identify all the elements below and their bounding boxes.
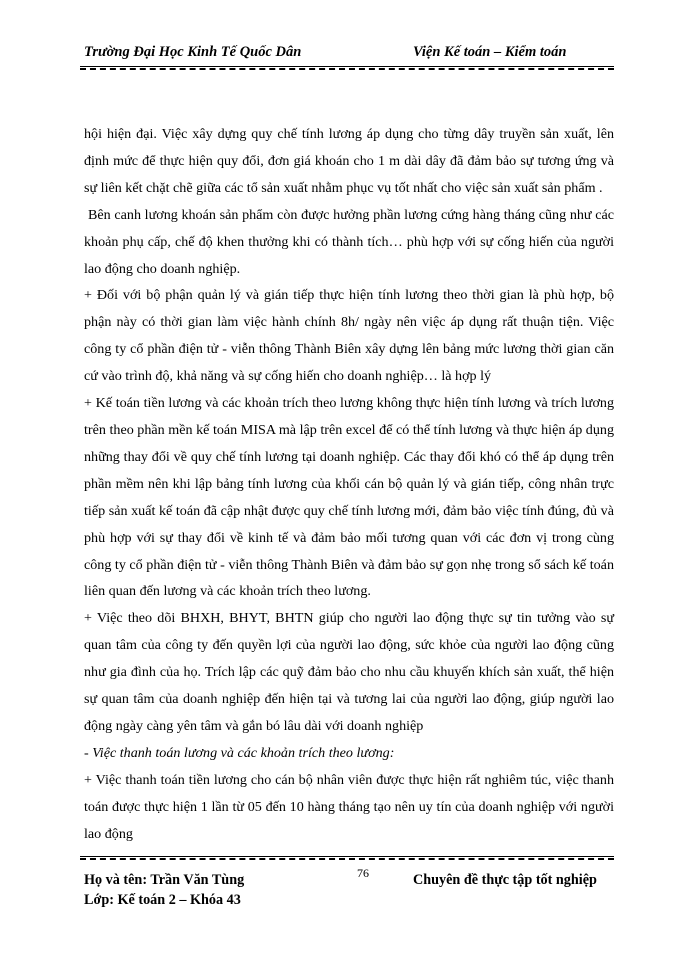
paragraph-piece-wage: Bên canh lương khoán sản phẩm còn được hưởng phần lương cứng hàng tháng cũng như các khoản phụ cấp, chế độ khen thưởng khi có thành tích… phù hợp với sự cống hiến của người lao động cho doanh nghiệp. [84,206,614,277]
footer-student-name: Họ và tên: Trần Văn Tùng [84,872,245,888]
page-number: 76 [357,866,369,880]
paragraph-time-wage: + Đối với bộ phận quản lý và gián tiếp thực hiện tính lương theo thời gian là phù hợp, bộ phận này có thời gian làm việc hành chính 8h/ ngày nên việc áp dụng rất thuận tiện. Việc công ty cổ phần điện tử - viễn thông Thành Biên xây dựng lên bảng mức lương thời gian căn cứ vào trình độ, khả năng và sự cống hiến cho doanh nghiệp… là hợp lý [84,287,614,385]
paragraph-payment: + Việc thanh toán tiền lương cho cán bộ nhân viên được thực hiện rất nghiêm túc, việc thanh toán được thực hiện 1 lần từ 05 đến 10 hàng tháng tạo nên uy tín của doanh nghiệp với người lao động [84,771,614,842]
footer-report-title: Chuyên đề thực tập tốt nghiệp [413,872,597,888]
header-university: Trường Đại Học Kinh Tế Quốc Dân [84,44,302,60]
paragraph-wage-accounting: + Kế toán tiền lương và các khoản trích theo lương không thực hiện tính lương và trích lương trên theo phần mền kế toán MISA mà lập trên excel để có thể tính lương và thực hiện áp dụng những thay đổi về quy chế tính lương tại doanh nghiệp. Các thay đổi khó có thể áp dụng trên phần mềm nên khi lập bảng tính lương của khối cán bộ quản lý và gián tiếp, công nhân trực tiếp sản xuất kế toán đã cập nhật được quy chế tính lương mới, đảm bảo việc tính đúng, đủ và phù hợp với sự thay đổi về kinh tế và đảm bảo mối tương quan với các đơn vị trong cùng công ty cổ phần điện tử - viễn thông Thành Biên và đảm bảo sự gọn nhẹ trong sổ sách kế toán liên quan đến lương và các khoản trích theo lương. [84,395,614,600]
body-text [84,121,614,847]
header-rule [80,66,614,70]
footer-rule [80,856,614,860]
footer-class: Lớp: Kế toán 2 – Khóa 43 [84,892,241,908]
subheading-payment: - Việc thanh toán lương và các khoản trích theo lương: [84,744,395,761]
header-institute: Viện Kế toán – Kiểm toán [413,44,567,60]
paragraph-continuation: hội hiện đại. Việc xây dựng quy chế tính lương áp dụng cho từng dây truyền sản xuất, lên định mức để thực hiện quy đổi, đơn giá khoán cho 1 m dài dây đã đảm bảo sự tương ứng và sự liên kết chặt chẽ giữa các tổ sản xuất nhằm phục vụ tốt nhất cho việc sản xuất sản phẩm . [84,126,614,196]
paragraph-insurance: + Việc theo dõi BHXH, BHYT, BHTN giúp cho người lao động thực sự tin tưởng vào sự quan tâm của công ty đến quyền lợi của người lao động, sức khỏe của người lao động cũng như gia đình của họ. Trích lập các quỹ đảm bảo cho nhu cầu khuyến khích sản xuất, thể hiện sự quan tâm của doanh nghiệp đến hiện tại và tương lai của người lao động, giúp người lao động ngày càng yên tâm và gắn bó lâu dài với doanh nghiệp [84,610,614,734]
